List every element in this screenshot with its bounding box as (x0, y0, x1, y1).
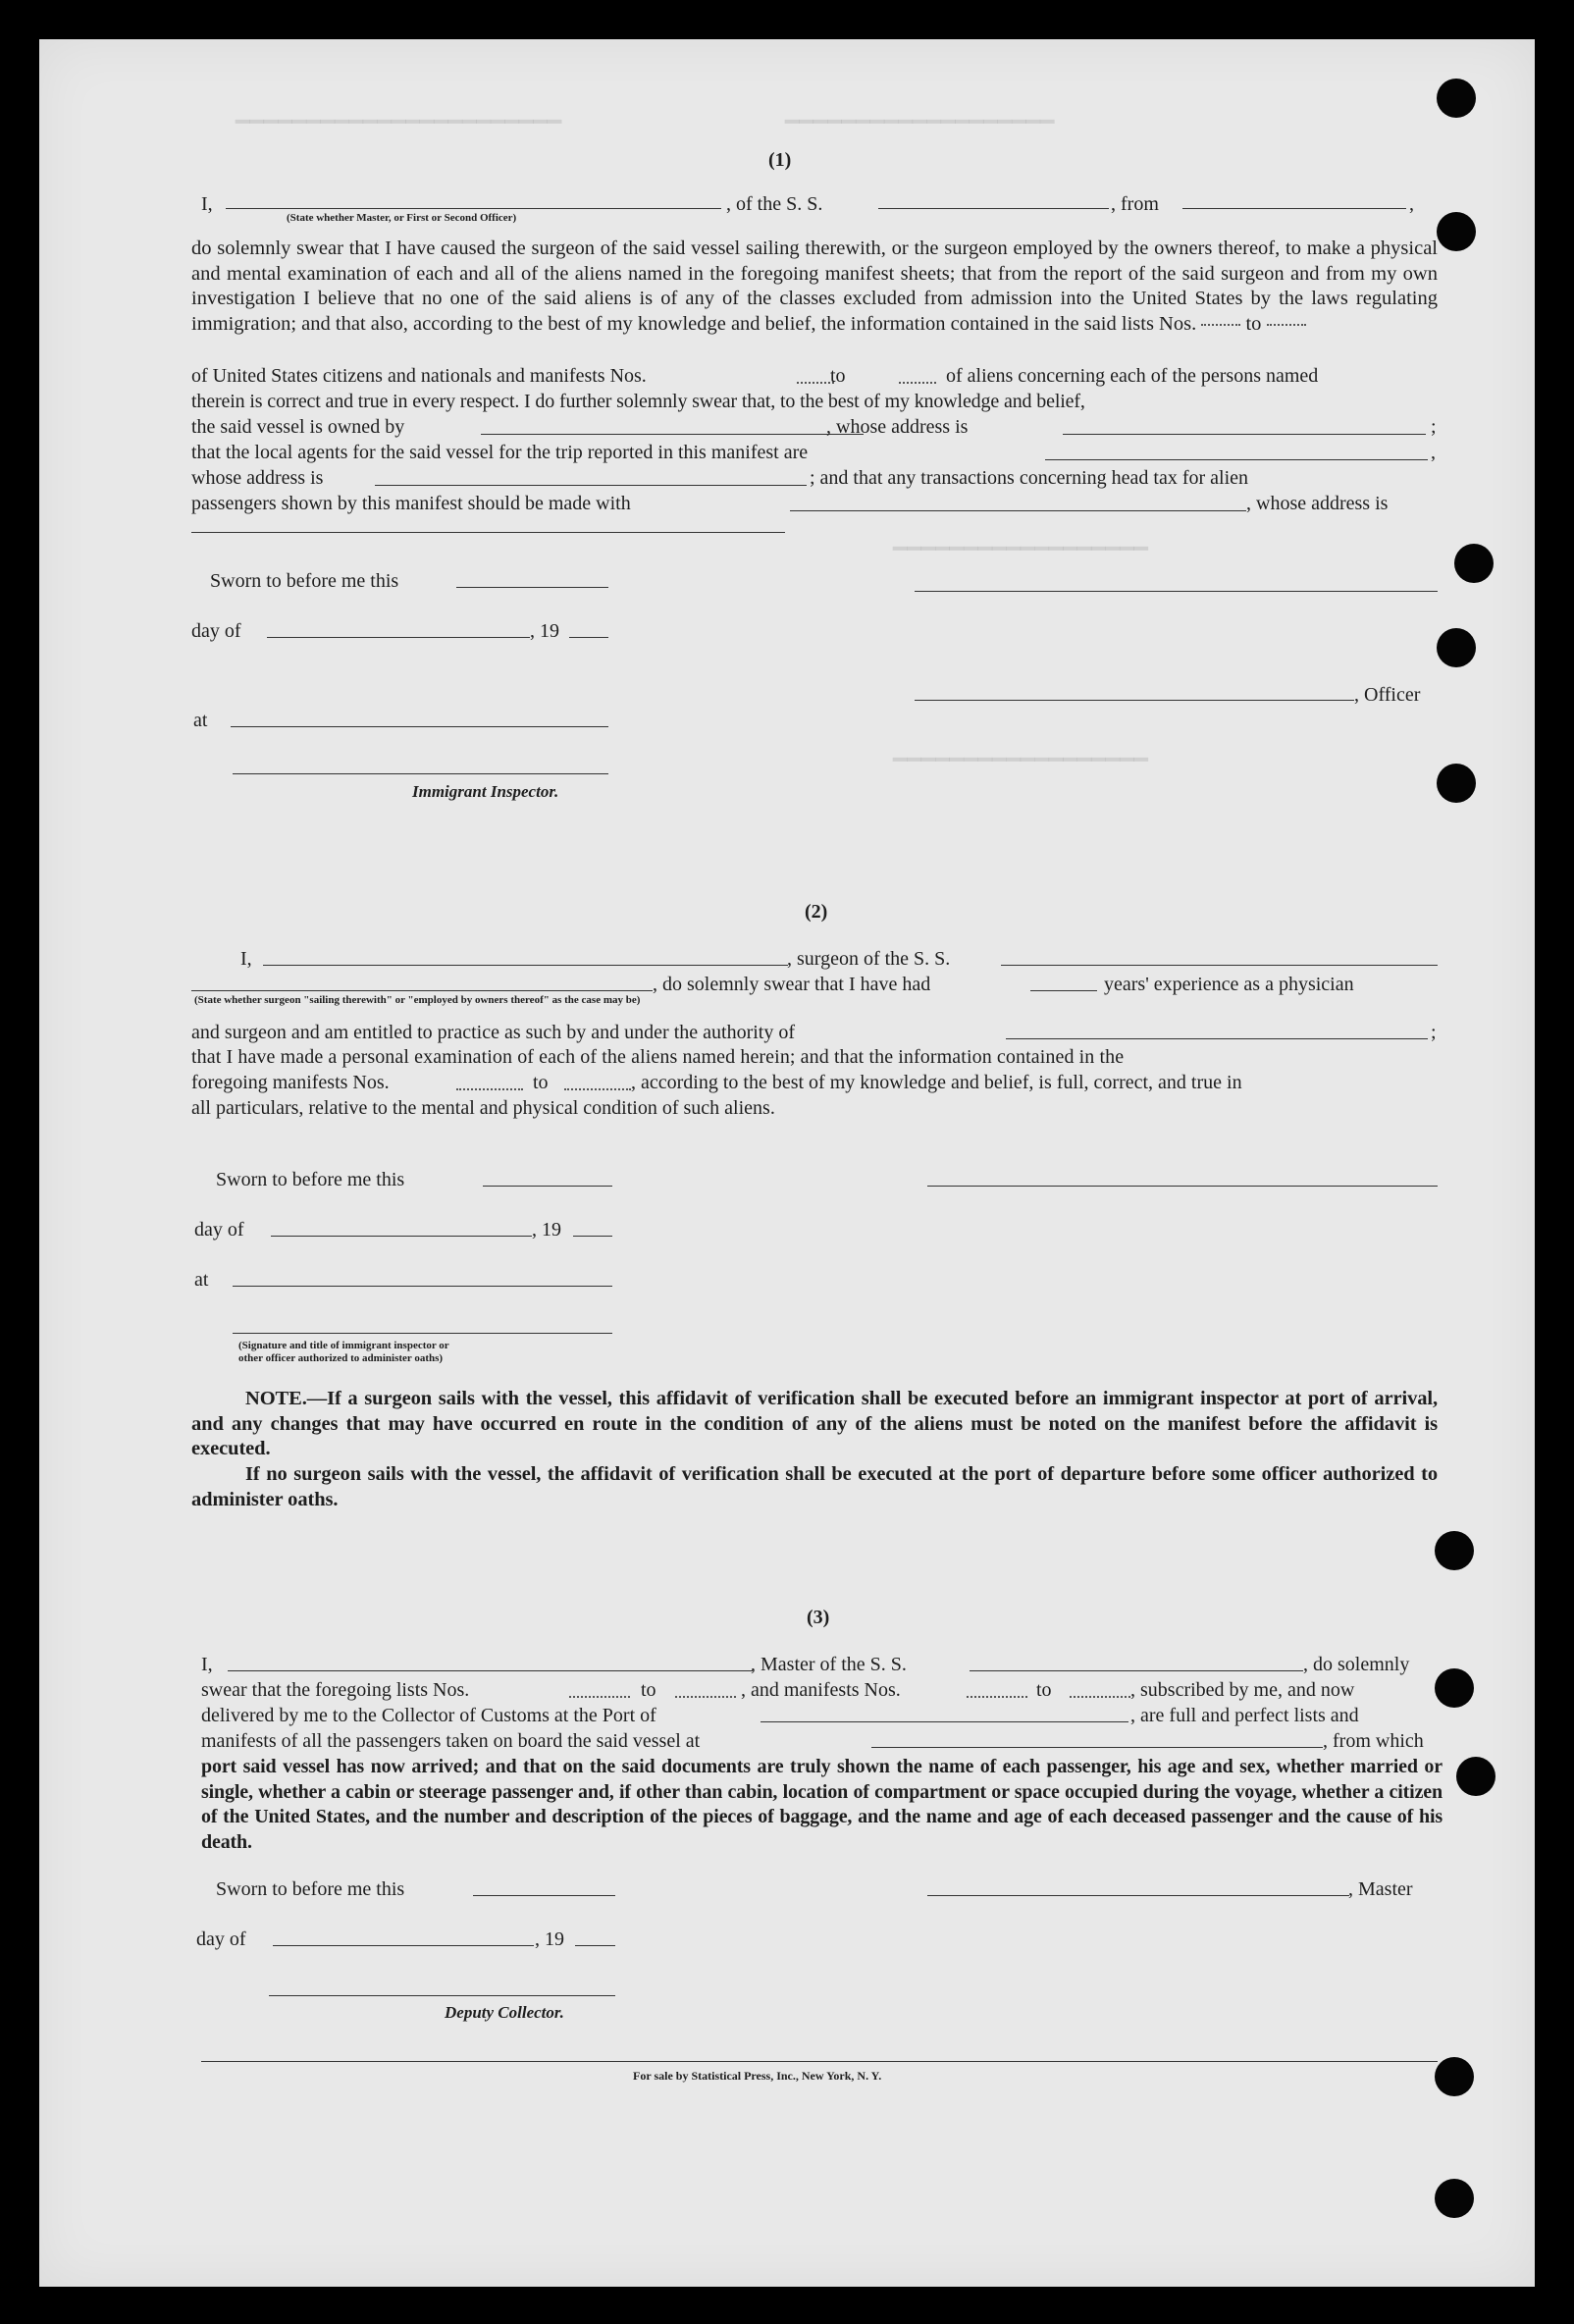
blank-line (191, 990, 653, 991)
blank-line (569, 637, 608, 638)
signature-caption: Deputy Collector. (445, 2003, 564, 2022)
punch-hole (1437, 212, 1476, 251)
text: , Officer (1354, 684, 1421, 706)
blank-line (456, 587, 608, 588)
blank-line (1006, 1038, 1428, 1039)
text: of United States citizens and nationals and manifests Nos. (191, 365, 647, 387)
blank-line (573, 1236, 612, 1237)
text: manifests of all the passengers taken on board the said vessel at (201, 1730, 701, 1752)
bleed-through-text: ━━━━━━━━━━━━━━━━━━ (893, 535, 1149, 562)
bleed-through-text: ━━━━━━━━━━━━━━━━━━━ (785, 108, 1055, 135)
text: , 19 (535, 1928, 564, 1950)
text: to (1245, 312, 1262, 335)
punch-hole (1437, 764, 1476, 803)
section-number: (2) (805, 901, 828, 923)
caption: (State whether Master, or First or Second Officer) (287, 212, 517, 224)
text: at (194, 1269, 209, 1291)
text: , 19 (532, 1219, 561, 1241)
blank-line (1063, 434, 1426, 435)
text: ; (1431, 1022, 1437, 1043)
signature-line (233, 1333, 612, 1334)
text: to (830, 365, 846, 387)
text: I, (240, 948, 252, 970)
text: day of (196, 1928, 246, 1950)
punch-hole (1435, 2057, 1474, 2096)
text: at (193, 710, 208, 731)
signature-caption: Immigrant Inspector. (412, 782, 559, 801)
punch-hole (1435, 1668, 1474, 1708)
text: passengers shown by this manifest should be made with (191, 493, 631, 514)
text: , do solemnly swear that I have had (653, 974, 931, 995)
blank-line (797, 382, 834, 384)
note-paragraph (191, 1462, 1438, 1512)
caption: other officer authorized to administer oaths) (238, 1352, 444, 1364)
text: , whose address is (1246, 493, 1389, 514)
oath-paragraph (191, 237, 1438, 337)
section-number: (1) (768, 149, 792, 171)
text: , Master (1348, 1878, 1413, 1900)
note-paragraph (191, 1387, 1438, 1462)
text: , of the S. S. (726, 193, 823, 215)
text: , subscribed by me, and now (1130, 1679, 1355, 1701)
signature-line (233, 773, 608, 774)
blank-line (271, 1236, 532, 1237)
blank-line (970, 1670, 1303, 1671)
text: , (1431, 442, 1436, 463)
blank-line (481, 434, 864, 435)
blank-line (1267, 324, 1306, 326)
blank-line (375, 485, 807, 486)
punch-hole (1437, 79, 1476, 118)
blank-line (483, 1186, 612, 1187)
blank-line (1045, 459, 1428, 460)
blank-line (1030, 990, 1097, 991)
punch-hole (1435, 1531, 1474, 1570)
blank-line (263, 965, 788, 966)
text: to (641, 1679, 656, 1701)
punch-hole (1456, 1757, 1495, 1796)
signature-line (915, 591, 1438, 592)
note-text: NOTE.—If a surgeon sails with the vessel, this affidavit of verification shall be executed before an immigrant inspector at port of arrival, and any changes that may have occurred en route in the condition of any of the aliens must be noted on the manifest before the affidavit is executed. (191, 1388, 1438, 1460)
caption: (Signature and title of immigrant inspector or (238, 1340, 449, 1351)
text: ; and that any transactions concerning head tax for alien (810, 467, 1249, 489)
blank-line (967, 1696, 1027, 1698)
blank-line (871, 1747, 1323, 1748)
oath-text: port said vessel has now arrived; and that on the said documents are truly shown the name of each passenger, his age and sex, whether married or single, whether a cabin or steerage passenger and, if other than cabin, location of compartment or space occupied during the voyage, whether a citizen of the United States, and the number and description of the pieces of baggage, and the name and age of each deceased passenger and the cause of his death. (201, 1756, 1443, 1853)
signature-line (269, 1995, 615, 1996)
blank-line (231, 726, 608, 727)
punch-hole (1437, 628, 1476, 667)
text: Sworn to before me this (210, 570, 399, 592)
section-number: (3) (807, 1607, 830, 1628)
bleed-through-text: ━━━━━━━━━━━━━━━━━━━━━━━ (236, 108, 562, 135)
text: therein is correct and true in every respect. I do further solemnly swear that, to the best of my knowledge and belief, (191, 391, 1085, 412)
blank-line (1182, 208, 1406, 209)
blank-line (273, 1945, 534, 1946)
text: whose address is (191, 467, 324, 489)
blank-line (575, 1945, 615, 1946)
footer-rule (201, 2061, 1438, 2062)
oath-paragraph (201, 1755, 1443, 1855)
blank-line (761, 1721, 1128, 1722)
text: the said vessel is owned by (191, 416, 405, 438)
caption: (State whether surgeon "sailing therewith" or "employed by owners thereof" as the case may be) (194, 994, 641, 1006)
text: swear that the foregoing lists Nos. (201, 1679, 470, 1701)
text: , and manifests Nos. (741, 1679, 901, 1701)
punch-hole (1435, 2179, 1474, 2218)
blank-line (790, 510, 1246, 511)
text: , Master of the S. S. (751, 1654, 907, 1675)
text: , are full and perfect lists and (1130, 1705, 1359, 1726)
bleed-through-text: ━━━━━━━━━━━━━━━━━━ (893, 746, 1149, 773)
text: , whose address is (826, 416, 969, 438)
text: day of (194, 1219, 244, 1241)
text: Sworn to before me this (216, 1878, 405, 1900)
text: I, (201, 193, 213, 215)
text: , from which (1323, 1730, 1424, 1752)
punch-hole (1454, 544, 1494, 583)
text: to (1036, 1679, 1052, 1701)
text: , surgeon of the S. S. (787, 948, 951, 970)
blank-line (1201, 324, 1240, 326)
blank-line (191, 532, 785, 533)
blank-line (228, 1670, 753, 1671)
note-text: If no surgeon sails with the vessel, the affidavit of verification shall be executed at the port of departure before some officer authorized to administer oaths. (191, 1463, 1438, 1510)
text: , from (1111, 193, 1159, 215)
text: , according to the best of my knowledge and belief, is full, correct, and true in (631, 1072, 1242, 1093)
blank-line (899, 382, 936, 384)
text: , 19 (530, 620, 559, 642)
text: years' experience as a physician (1104, 974, 1354, 995)
text: day of (191, 620, 241, 642)
signature-line (915, 700, 1354, 701)
blank-line (564, 1088, 631, 1090)
blank-line (456, 1088, 523, 1090)
text: to (533, 1072, 549, 1093)
text: that the local agents for the said vessel for the trip reported in this manifest are (191, 442, 809, 463)
text: , do solemnly (1303, 1654, 1410, 1675)
text: and surgeon and am entitled to practice as such by and under the authority of (191, 1022, 795, 1043)
text: all particulars, relative to the mental and physical condition of such aliens. (191, 1097, 775, 1119)
text: , (1409, 193, 1414, 215)
signature-line (927, 1895, 1349, 1896)
blank-line (1001, 965, 1438, 966)
signature-line (927, 1186, 1438, 1187)
text: delivered by me to the Collector of Customs at the Port of (201, 1705, 656, 1726)
document-page (39, 39, 1535, 2287)
text: Sworn to before me this (216, 1169, 405, 1190)
blank-line (226, 208, 721, 209)
blank-line (1070, 1696, 1130, 1698)
text: that I have made a personal examination of each of the aliens named herein; and that the information contained in the (191, 1046, 1125, 1068)
text: of aliens concerning each of the persons named (946, 365, 1319, 387)
printer-imprint: For sale by Statistical Press, Inc., New York, N. Y. (633, 2069, 882, 2083)
text: ; (1431, 416, 1437, 438)
blank-line (675, 1696, 736, 1698)
blank-line (569, 1696, 630, 1698)
blank-line (878, 208, 1109, 209)
text: foregoing manifests Nos. (191, 1072, 390, 1093)
oath-text: do solemnly swear that I have caused the surgeon of the said vessel sailing therewith, or the surgeon employed by the owners thereof, to make a physical and mental examination of each and all of the aliens named in the foregoing manifest sheets; that from the report of the said surgeon and from my own investigation I believe that no one of the said aliens is of any of the classes excluded from admission into the United States by the laws regulating immigration; and that also, according to the best of my knowledge and belief, the information contained in the said lists Nos. (191, 238, 1438, 335)
blank-line (473, 1895, 615, 1896)
blank-line (267, 637, 530, 638)
text: I, (201, 1654, 213, 1675)
blank-line (233, 1286, 612, 1287)
